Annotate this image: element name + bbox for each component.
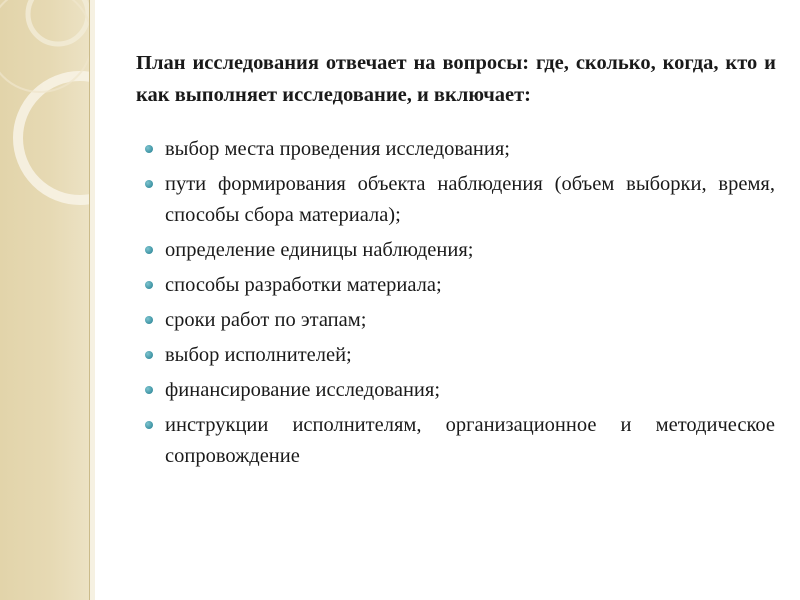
list-item-text: финансирование исследования; — [165, 379, 441, 401]
list-item — [145, 410, 775, 472]
list-item — [145, 169, 775, 231]
list-item-text: пути формирования объекта наблюдения (объем выборки, время, способы сбора материала); — [165, 173, 775, 226]
list-item — [145, 375, 775, 406]
bullet-dot-icon — [145, 180, 153, 188]
bullet-dot-icon — [145, 145, 153, 153]
bullet-list — [145, 134, 775, 476]
decorative-ring-large — [18, 76, 89, 200]
bullet-dot-icon — [145, 281, 153, 289]
list-item-text: способы разработки материала; — [165, 274, 442, 296]
bullet-dot-icon — [145, 351, 153, 359]
slide-title: План исследования отвечает на вопросы: где, сколько, когда, кто и как выполняет исследование, и включает: — [136, 52, 776, 106]
list-item — [145, 270, 775, 301]
list-item-text: выбор места проведения исследования; — [165, 138, 510, 160]
decorative-ring-faint — [0, 0, 89, 92]
list-item — [145, 235, 775, 266]
list-item-text: сроки работ по этапам; — [165, 309, 367, 331]
decorative-circles-graphic — [0, 0, 89, 600]
side-panel-border — [89, 0, 95, 600]
bullet-dot-icon — [145, 386, 153, 394]
list-item-text: инструкции исполнителям, организационное и методическое сопровождение — [165, 414, 775, 467]
list-item-text: определение единицы наблюдения; — [165, 239, 474, 261]
list-item — [145, 134, 775, 165]
bullet-dot-icon — [145, 421, 153, 429]
list-item — [145, 305, 775, 336]
list-item — [145, 340, 775, 371]
decorative-side-panel — [0, 0, 89, 600]
bullet-dot-icon — [145, 316, 153, 324]
bullet-dot-icon — [145, 246, 153, 254]
list-item-text: выбор исполнителей; — [165, 344, 352, 366]
